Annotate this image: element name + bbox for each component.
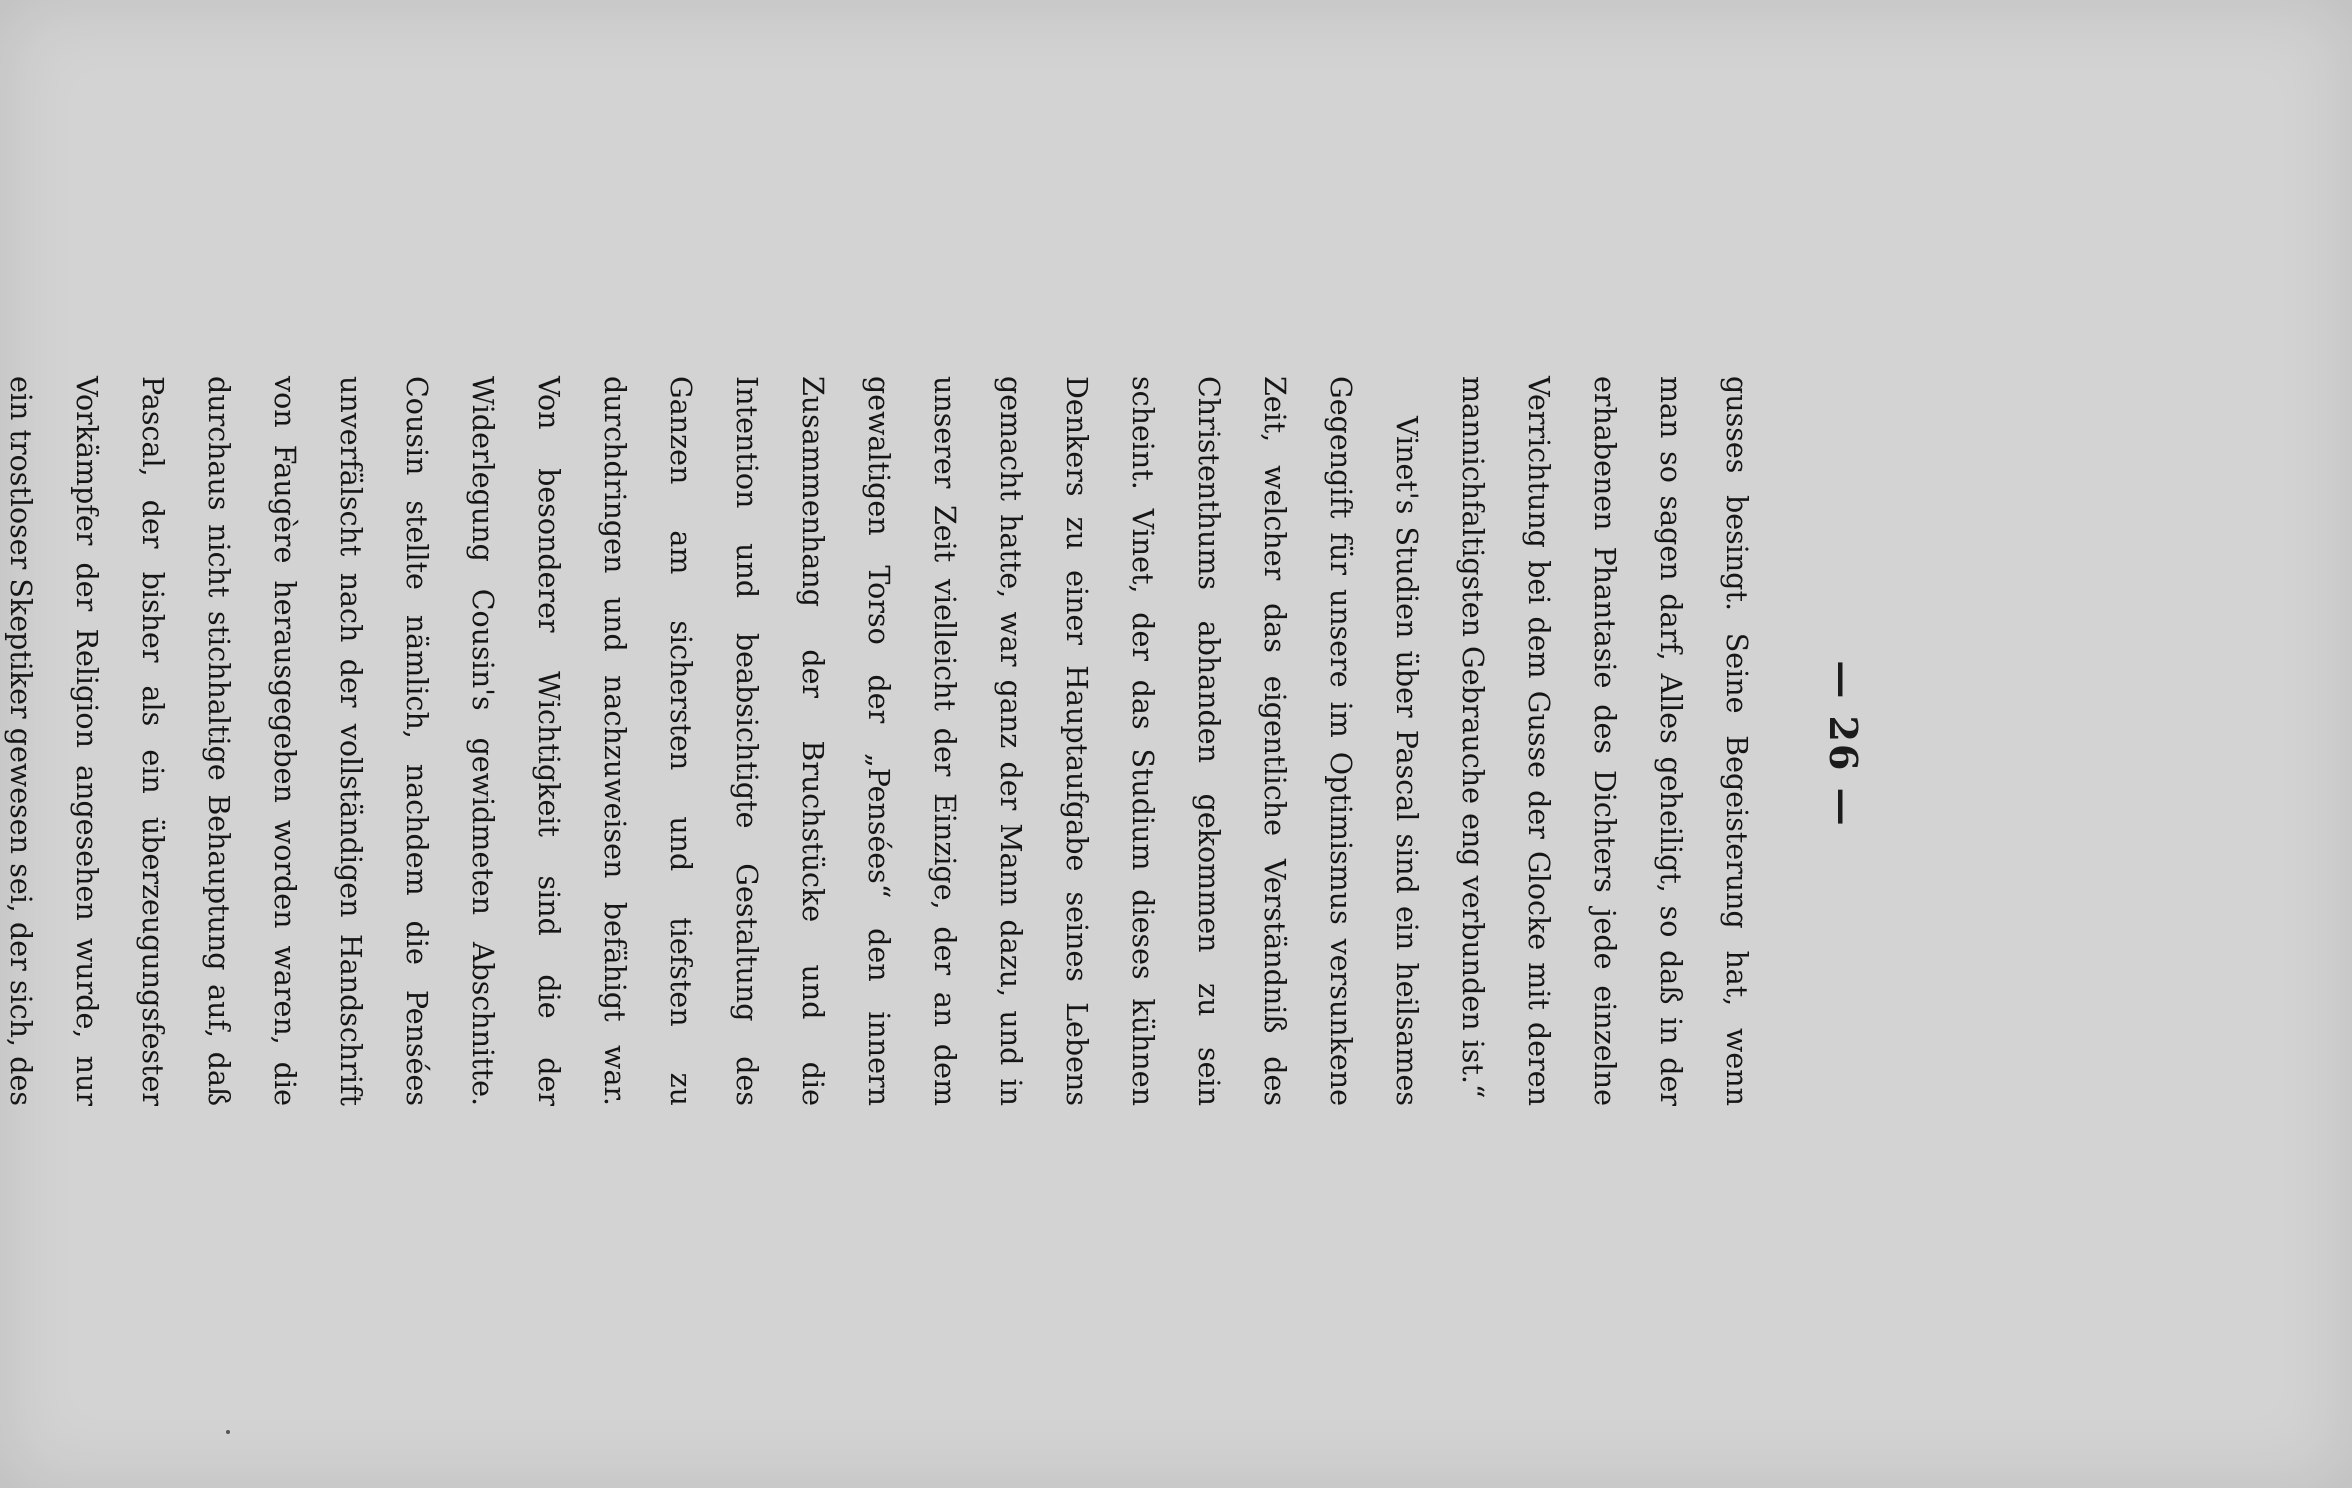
body-text bbox=[0, 376, 1769, 1106]
paragraph-continuation: gusses besingt. Seine Begeisterung hat, wenn man so sagen darf, Alles geheiligt, so daß in der erhabenen Phantasie des Dichters jede einzelne Verrichtung bei dem Gusse der Glocke mit deren mannichfaltigsten Gebrauche eng verbunden ist.“ bbox=[1456, 376, 1753, 1106]
paragraph-vinet-studies: Vinet's Studien über Pascal sind ein heilsames Gegengift für unsere im Optimismus versunkene Zeit, welcher das eigentliche Verständniß des Christenthums abhanden gekommen zu sein scheint. Vinet, der das Studium dieses kühnen Denkers zu einer Hauptaufgabe seines Lebens gemacht hatte, war ganz der Mann dazu, und in unserer Zeit vielleicht der Einzige, der an dem gewaltigen Torso der „Pensées“ den innern Zusammenhang der Bruchstücke und die Intention und beabsichtigte Gestaltung des Ganzen am sichersten und tiefsten zu durchdringen und nachzuweisen befähigt war. Von besonderer Wichtigkeit sind die der Widerlegung Cousin's gewidmeten Abschnitte. Cousin stellte nämlich, nachdem die Pensées unverfälscht nach der vollständigen Handschrift von Faugère herausgegeben worden waren, die durchaus nicht stichhaltige Behauptung auf, daß Pascal, der bisher als ein überzeugungsfester Vorkämpfer der Religion angesehen wurde, nur ein trostloser Skeptiker gewesen sei, der sich, des bbox=[4, 376, 1423, 1106]
dust-speck bbox=[226, 1430, 230, 1434]
page-number: — 26 — bbox=[1821, 660, 1866, 828]
rotated-page-content bbox=[4, 124, 2031, 1364]
